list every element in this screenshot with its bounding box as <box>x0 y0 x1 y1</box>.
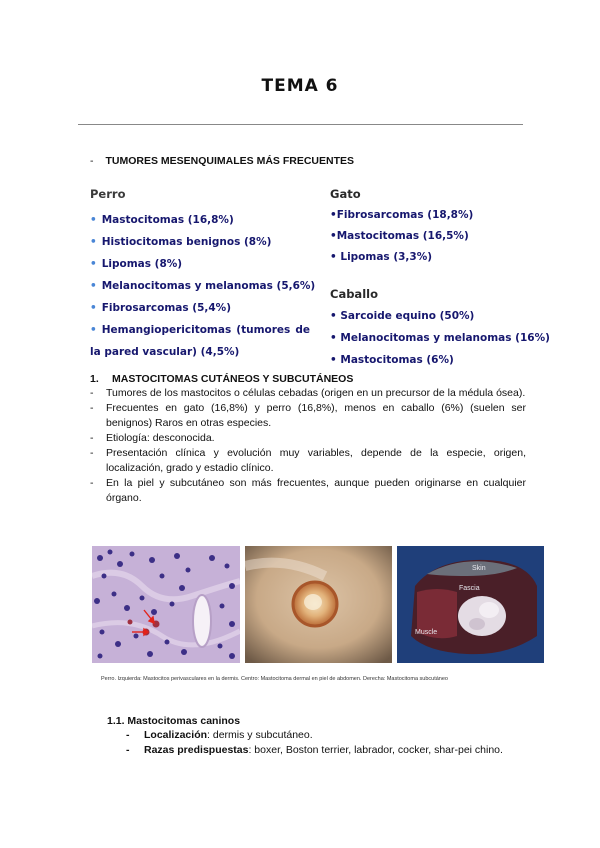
item-label: Razas predispuestas <box>144 744 249 756</box>
bullet-icon: • <box>330 209 337 221</box>
list-item <box>330 247 540 268</box>
list-item <box>90 431 526 446</box>
caballo-heading: Caballo <box>330 287 378 301</box>
list-item <box>90 386 526 401</box>
list-item-text: Mastocitomas (16,8%) <box>101 214 234 226</box>
dash-marker: - <box>90 387 94 399</box>
dash-marker: - <box>90 432 94 444</box>
heading-number: 1. <box>90 373 99 385</box>
page-title: TEMA 6 <box>261 76 339 96</box>
list-item-text: Mastocitomas (16,5%) <box>336 230 469 242</box>
list-item <box>90 401 526 431</box>
list-item <box>90 275 316 297</box>
list-item <box>90 476 526 506</box>
list-item-text: Tumores de los mastocitos o células cebadas (origen en un precursor de la médula ósea). <box>106 387 526 399</box>
section-heading <box>90 155 354 167</box>
list-item <box>90 297 310 319</box>
title-divider <box>78 124 523 125</box>
dash-marker: - <box>126 744 130 756</box>
list-item-line <box>90 319 310 341</box>
caballo-list <box>330 287 550 371</box>
dash-marker: - <box>90 477 94 489</box>
bullet-list <box>90 386 526 506</box>
list-item <box>330 349 550 371</box>
list-item-text: Fibrosarcomas (5,4%) <box>101 302 231 314</box>
heading-text: MASTOCITOMAS CUTÁNEOS Y SUBCUTÁNEOS <box>112 373 354 385</box>
list-item-text: En la piel y subcutáneo son más frecuentes, aunque pueden originarse en cualquier órgano. <box>106 477 526 504</box>
list-item-text: Lipomas (8%) <box>101 258 183 270</box>
list-item-text: Histiocitomas benignos (8%) <box>101 236 272 248</box>
perro-list <box>90 187 316 363</box>
bullet-icon: • <box>90 280 97 292</box>
dash-marker: - <box>90 447 94 459</box>
bullet-icon: • <box>90 258 97 270</box>
list-item-word <box>90 319 231 341</box>
item-text: : dermis y subcutáneo. <box>207 729 313 741</box>
list-item-text: Mastocitomas (6%) <box>340 354 454 366</box>
bullet-icon: • <box>330 354 341 366</box>
dash-marker: - <box>90 402 94 414</box>
bullet-icon: • <box>330 251 341 263</box>
list-item <box>90 253 310 275</box>
list-item <box>90 319 310 363</box>
list-item-text: Fibrosarcomas (18,8%) <box>336 209 474 221</box>
list-item <box>330 327 550 349</box>
perro-heading: Perro <box>90 187 126 201</box>
label-muscle: Muscle <box>415 629 438 636</box>
list-item <box>90 446 526 476</box>
item-text: : boxer, Boston terrier, labrador, cocker, shar-pei chino. <box>248 744 503 756</box>
list-item-word: de <box>295 324 310 336</box>
list-item <box>90 231 310 253</box>
image-caption: Perro. Izquierda: Mastocitos perivasculares en la dermis. Centro: Mastocitoma dermal en piel de abdomen. Derecha: Mastocitoma subcutáneo <box>101 676 448 682</box>
list-item-line: la pared vascular) (4,5%) <box>90 346 240 358</box>
list-item-text: Presentación clínica y evolución muy variables, depende de la especie, origen, localización, grado y estadio clínico. <box>106 447 526 474</box>
list-item <box>90 209 310 231</box>
list-item <box>330 226 540 247</box>
list-item-text: Frecuentes en gato (16,8%) y perro (16,8%), menos en caballo (6%) (suelen ser benignos) Raros en otras especies. <box>106 402 526 429</box>
bullet-icon: • <box>90 302 97 314</box>
bullet-icon: • <box>330 332 341 344</box>
list-item-word: (tumores <box>236 324 291 336</box>
list-item-text: Lipomas (3,3%) <box>340 251 433 263</box>
label-fascia: Fascia <box>459 585 480 592</box>
section-heading-text: TUMORES MESENQUIMALES MÁS FRECUENTES <box>105 155 355 167</box>
histology-image <box>92 546 240 663</box>
item-label: Localización <box>144 729 208 741</box>
bullet-icon: • <box>330 310 341 322</box>
dash-marker: - <box>90 155 94 167</box>
list-item-text: Etiología: desconocida. <box>106 432 215 444</box>
bullet-icon: • <box>90 324 97 336</box>
skin-tumor-image <box>245 546 392 663</box>
gato-heading: Gato <box>330 187 361 201</box>
dash-marker: - <box>126 729 130 741</box>
bullet-icon: • <box>330 230 337 242</box>
gato-list <box>330 187 540 268</box>
bullet-icon: • <box>90 214 97 226</box>
list-item <box>126 729 313 741</box>
bullet-icon: • <box>90 236 97 248</box>
list-item-text: Sarcoide equino (50%) <box>340 310 475 322</box>
list-item <box>330 305 550 327</box>
list-item <box>330 205 540 226</box>
list-item-text: Melanocitomas y melanomas (5,6%) <box>101 280 316 292</box>
list-item <box>126 744 503 756</box>
subcutaneous-tumor-image <box>397 546 544 663</box>
list-item-text: Melanocitomas y melanomas (16%) <box>340 332 550 344</box>
label-skin: Skin <box>472 565 486 572</box>
heading-mastocitomas-caninos: 1.1. Mastocitomas caninos <box>107 715 241 727</box>
heading-mastocitomas <box>90 373 353 385</box>
list-item-text: Hemangiopericitomas <box>101 324 232 336</box>
